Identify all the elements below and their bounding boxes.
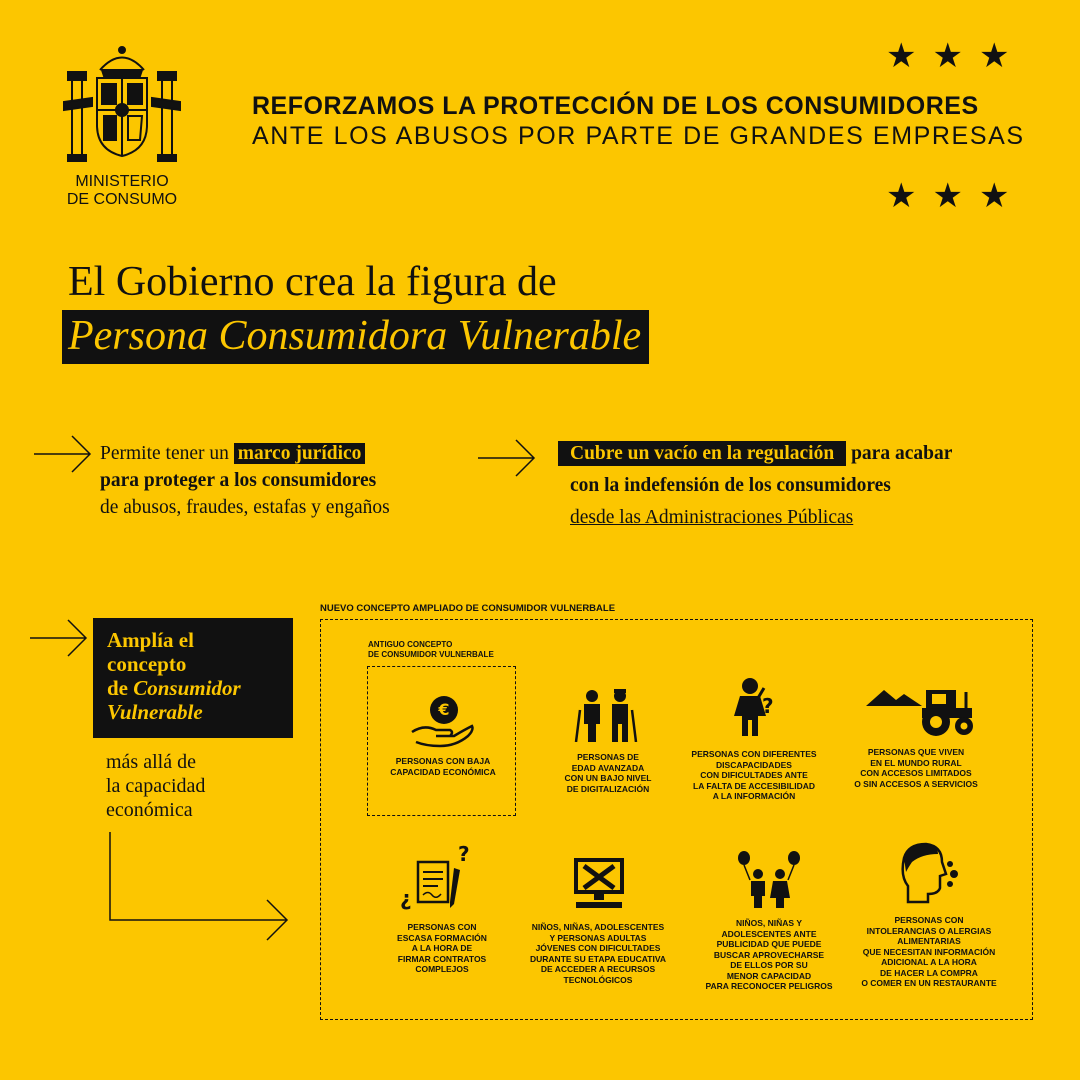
point3-after: más allá de la capacidad económica xyxy=(106,751,206,821)
point1-d: de abusos, fraudes, estafas y engaños xyxy=(100,497,390,518)
point3-box-line3a: de xyxy=(107,676,134,700)
category-8-label: PERSONAS CON INTOLERANCIAS O ALERGIAS ALIMENTARIAS QUE NECESITAN INFORMACIÓN ADICIONAL A LA HORA DE HACER LA COMPRA O COMER EN UN RESTAURANTE xyxy=(861,915,997,988)
inverted-question-icon: ¿ xyxy=(400,886,412,910)
point1-a: Permite tener un xyxy=(100,443,234,464)
elbow-arrow-icon xyxy=(105,832,295,942)
point3-box xyxy=(93,618,293,738)
category-6-label: NIÑOS, NIÑAS, ADOLESCENTES Y PERSONAS ADULTAS JÓVENES CON DIFICULTADES DURANTE SU ETAPA EDUCATIVA DE ACCEDER A RECURSOS TECNOLÓGICOS xyxy=(530,922,666,985)
question-mark-icon: ? xyxy=(458,842,470,866)
arrow-right-icon xyxy=(478,438,538,478)
point2-a: Cubre un vacío en la regulación xyxy=(558,441,846,466)
category-5-label: PERSONAS CON ESCASA FORMACIÓN A LA HORA DE FIRMAR CONTRATOS COMPLEJOS xyxy=(397,922,487,974)
coat-of-arms-icon xyxy=(62,40,182,165)
header-title xyxy=(252,92,1025,151)
category-4-label: PERSONAS QUE VIVEN EN EL MUNDO RURAL CON ACCESOS LIMITADOS O SIN ACCESOS A SERVICIOS xyxy=(854,747,978,789)
category-3-label: PERSONAS CON DIFERENTES DISCAPACIDADES CON DIFICULTADES ANTE LA FALTA DE ACCESIBILIDAD A LA INFORMACIÓN xyxy=(691,749,817,801)
allergy-face-icon xyxy=(898,842,960,904)
arrow-right-icon xyxy=(30,618,90,658)
new-concept-title: NUEVO CONCEPTO AMPLIADO DE CONSUMIDOR VULNERBALE xyxy=(320,603,616,614)
point1-b: marco jurídico xyxy=(234,443,366,464)
ministry-name-line1: MINISTERIO xyxy=(75,173,169,190)
tractor-icon xyxy=(866,686,976,738)
point2-text xyxy=(558,438,952,534)
point3-box-line3b: Consumidor xyxy=(133,676,241,700)
point2-c: con la indefensión de los consumidores xyxy=(570,475,891,496)
blocked-computer-icon xyxy=(572,856,626,912)
headline-line1: El Gobierno crea la figura de xyxy=(68,259,557,305)
euro-glyph: € xyxy=(438,700,450,719)
elderly-couple-icon xyxy=(572,688,640,742)
headline-line2: Persona Consumidora Vulnerable xyxy=(62,310,649,364)
point3-box-line2: concepto xyxy=(107,652,187,676)
point2-d: desde las Administraciones Públicas xyxy=(570,507,854,528)
children-balloons-icon xyxy=(736,850,802,910)
ministry-name xyxy=(52,173,192,209)
stars-top: ★★★ xyxy=(886,36,1026,76)
ministry-name-line2: DE CONSUMO xyxy=(66,191,178,208)
category-7-label: NIÑOS, NIÑAS Y ADOLESCENTES ANTE PUBLICIDAD QUE PUEDE BUSCAR APROVECHARSE DE ELLOS POR SU MENOR CAPACIDAD PARA RECONOCER PELIGROS xyxy=(705,918,833,991)
point3-box-line4: Vulnerable xyxy=(107,700,203,724)
contract-icon xyxy=(410,858,468,914)
point3-box-line1: Amplía el xyxy=(107,628,194,652)
category-1-label: PERSONAS CON BAJA CAPACIDAD ECONÓMICA xyxy=(390,756,496,777)
stars-bottom: ★★★ xyxy=(886,176,1026,216)
category-2-label: PERSONAS DE EDAD AVANZADA CON UN BAJO NIVEL DE DIGITALIZACIÓN xyxy=(564,752,652,794)
question-mark-icon: ? xyxy=(762,694,774,718)
point1-text xyxy=(100,440,390,521)
header-line2: ANTE LOS ABUSOS POR PARTE DE GRANDES EMPRESAS xyxy=(252,122,1025,150)
old-concept-title: ANTIGUO CONCEPTO DE CONSUMIDOR VULNERBALE xyxy=(368,640,494,659)
arrow-right-icon xyxy=(34,434,94,474)
point2-b: para acabar xyxy=(846,443,953,464)
header-line1: REFORZAMOS LA PROTECCIÓN DE LOS CONSUMIDORES xyxy=(252,92,979,120)
point1-c: para proteger a los consumidores xyxy=(100,470,377,491)
